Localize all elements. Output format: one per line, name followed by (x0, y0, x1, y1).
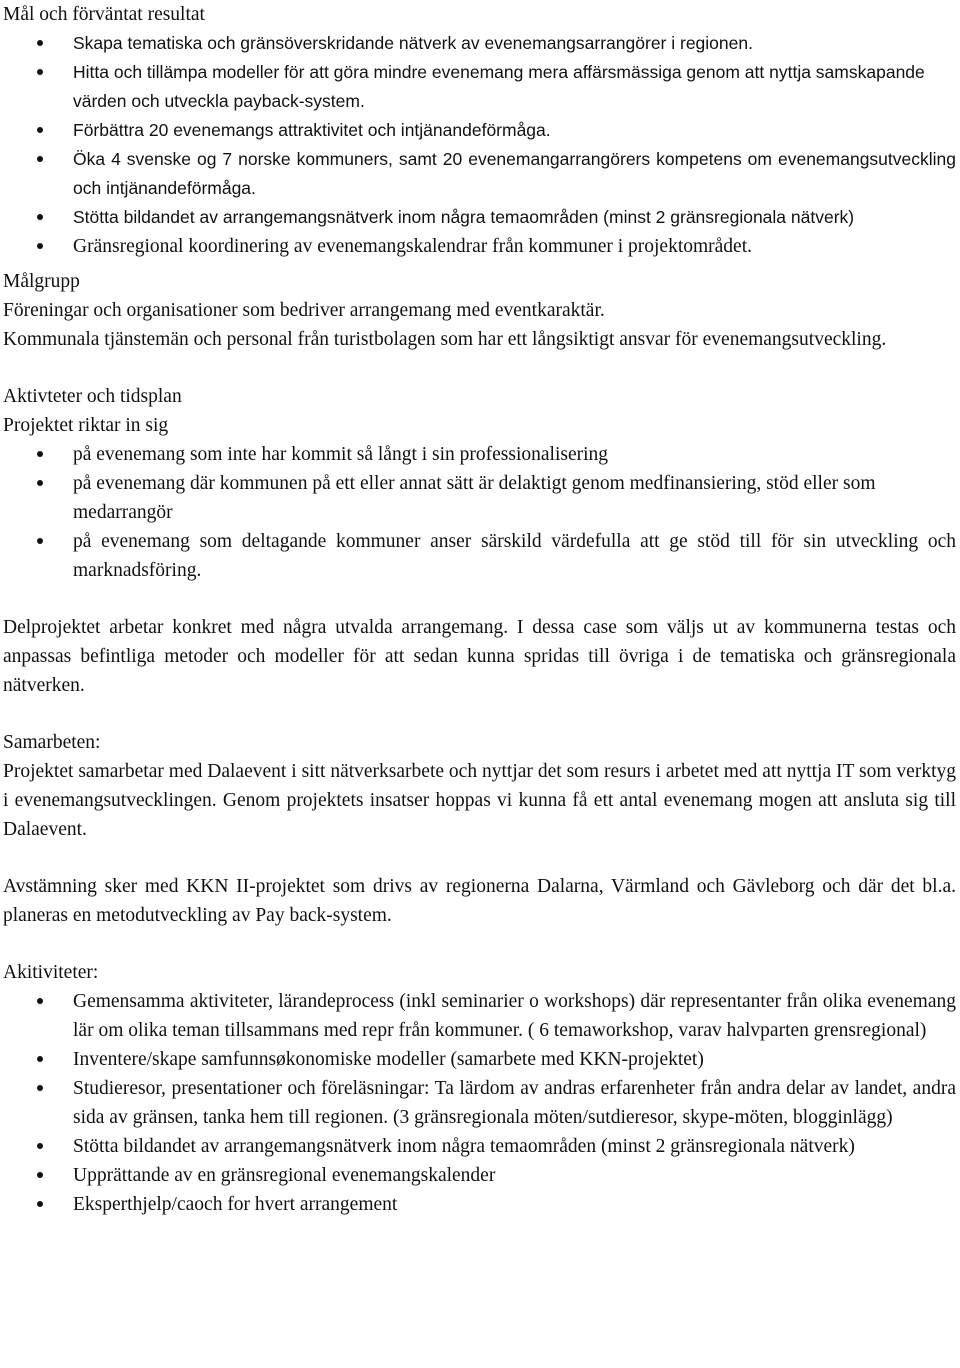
cooperation-paragraph: Avstämning sker med KKN II-projektet som drivs av regionerna Dalarna, Värmland och Gävleborg och där det bl.a. planeras en metodutveckling av Pay back-system. (3, 876, 956, 926)
bullet-icon (37, 480, 43, 486)
list-item: Öka 4 svenske og 7 norske kommuners, samt 20 evenemangarrangörers kompetens om evenemangsutveckling och intjänandeförmåga. (73, 145, 956, 203)
list-item: Stötta bildandet av arrangemangsnätverk inom några temaområden (minst 2 gränsregionala nätverk) (73, 203, 956, 232)
bullet-icon (37, 451, 43, 457)
bullet-icon (37, 538, 43, 544)
goals-list-continued (3, 232, 956, 261)
bullet-icon (37, 69, 43, 75)
list-item: Förbättra 20 evenemangs attraktivitet och intjänandeförmåga. (73, 116, 956, 145)
list-item: Inventere/skape samfunnsøkonomiske modeller (samarbete med KKN-projektet) (73, 1045, 956, 1074)
bullet-icon (37, 40, 43, 46)
target-group-line: Kommunala tjänstemän och personal från turistbolagen som har ett långsiktigt ansvar för evenemangsutveckling. (3, 329, 887, 350)
schedule-paragraph: Delprojektet arbetar konkret med några utvalda arrangemang. I dessa case som väljs ut av kommunerna testas och anpassas befintliga metoder och modeller för att sedan kunna spridas till övriga i de tematiska och gränsregionala nätverken. (3, 617, 956, 696)
schedule-list (3, 440, 956, 585)
bullet-icon (37, 1085, 43, 1091)
bullet-icon (37, 1201, 43, 1207)
goals-list (3, 29, 956, 232)
list-item: Stötta bildandet av arrangemangsnätverk inom några temaområden (minst 2 gränsregionala nätverk) (73, 1132, 956, 1161)
bullet-icon (37, 127, 43, 133)
bullet-icon (37, 156, 43, 162)
cooperation-paragraph: Projektet samarbetar med Dalaevent i sitt nätverksarbete och nyttjar det som resurs i arbetet med att nyttja IT som verktyg i evenemangsutvecklingen. Genom projektets insatser hoppas vi kunna få ett antal evenemang mogen att ansluta sig till Dalaevent. (3, 761, 956, 840)
schedule-heading: Aktivteter och tidsplan (3, 386, 182, 407)
schedule-intro: Projektet riktar in sig (3, 415, 169, 436)
list-item: på evenemang som inte har kommit så långt i sin professionalisering (73, 440, 956, 469)
list-item: på evenemang som deltagande kommuner anser särskild värdefulla att ge stöd till för sin utveckling och marknadsföring. (73, 527, 956, 585)
target-group-heading: Målgrupp (3, 271, 80, 292)
list-item: Studieresor, presentationer och föreläsningar: Ta lärdom av andras erfarenheter från andra delar av landet, andra sida av gränsen, tanka hem till regionen. (3 gränsregionala möten/sutdieresor, skype-möten, blogginlägg) (73, 1074, 956, 1132)
list-item: på evenemang där kommunen på ett eller annat sätt är delaktigt genom medfinansiering, stöd eller som medarrangör (73, 469, 956, 527)
list-item: Hitta och tillämpa modeller för att göra mindre evenemang mera affärsmässiga genom att nyttja samskapande värden och utveckla payback-system. (73, 58, 956, 116)
target-group-line: Föreningar och organisationer som bedriver arrangemang med eventkaraktär. (3, 300, 605, 321)
list-item: Upprättande av en gränsregional evenemangskalender (73, 1161, 956, 1190)
bullet-icon (37, 1172, 43, 1178)
list-item: Gemensamma aktiviteter, lärandeprocess (inkl seminarier o workshops) där representanter från olika evenemang lär om olika teman tillsammans med repr från kommuner. ( 6 temaworkshop, varav halvparten grensregional) (73, 987, 956, 1045)
list-item: Gränsregional koordinering av evenemangskalendrar från kommuner i projektområdet. (73, 232, 956, 261)
list-item: Eksperthjelp/caoch for hvert arrangement (73, 1190, 956, 1219)
activities-list (3, 987, 956, 1219)
bullet-icon (37, 1143, 43, 1149)
activities-heading: Akitiviteter: (3, 962, 99, 983)
bullet-icon (37, 214, 43, 220)
list-item: Skapa tematiska och gränsöverskridande nätverk av evenemangsarrangörer i regionen. (73, 29, 956, 58)
bullet-icon (37, 1056, 43, 1062)
cooperation-heading: Samarbeten: (3, 732, 101, 753)
bullet-icon (37, 998, 43, 1004)
goals-heading: Mål och förväntat resultat (3, 4, 205, 25)
bullet-icon (37, 243, 43, 249)
